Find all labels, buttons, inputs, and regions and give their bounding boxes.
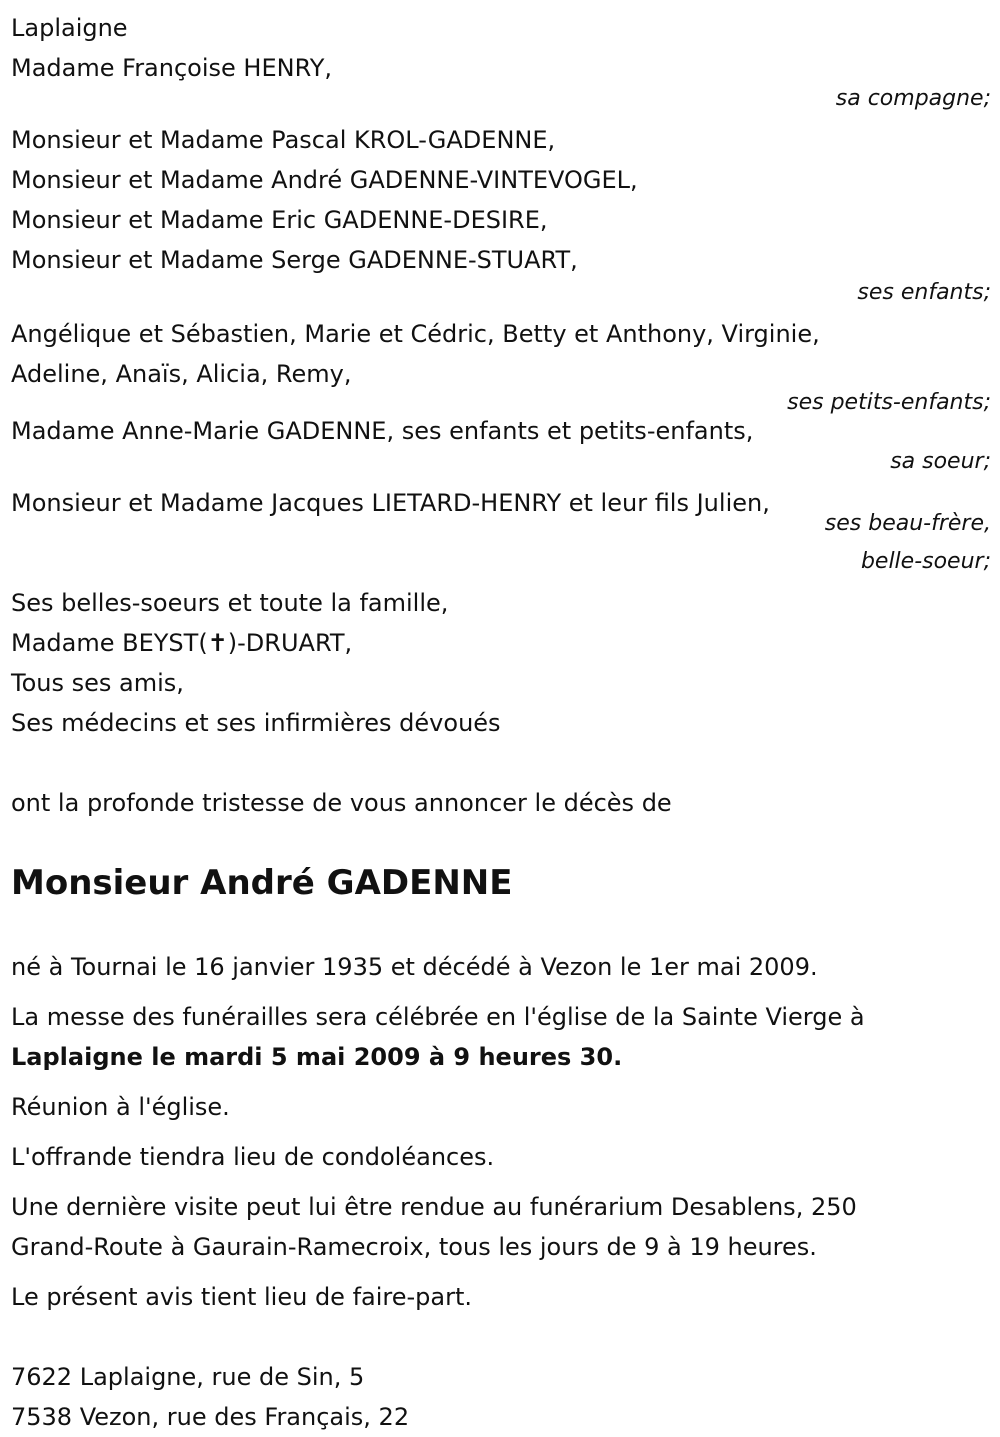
family-entry: Madame BEYST(✝)-DRUART, [11,629,353,657]
children-role: ses enfants; [857,280,991,305]
address-line: 7622 Laplaigne, rue de Sin, 5 [11,1363,365,1391]
in-laws-role: ses beau-frère, [824,511,991,536]
in-laws-role-cont: belle-soeur; [860,549,991,574]
companion-name: Madame Françoise HENRY, [11,54,333,82]
child-entry: Monsieur et Madame Pascal KROL-GADENNE, [11,126,556,154]
birth-death-line: né à Tournai le 16 janvier 1935 et décédé à Vezon le 1er mai 2009. [11,953,818,981]
meeting-info: Réunion à l'église. [11,1093,230,1121]
announcement-intro: ont la profonde tristesse de vous annoncer le décès de [11,789,672,817]
child-entry: Monsieur et Madame Serge GADENNE-STUART, [11,246,578,274]
deceased-name: Monsieur André GADENNE [11,863,513,903]
grandchildren-line: Adeline, Anaïs, Alicia, Remy, [11,360,352,388]
companion-role: sa compagne; [835,86,991,111]
grandchildren-role: ses petits-enfants; [787,390,991,415]
notice-info: Le présent avis tient lieu de faire-part. [11,1283,473,1311]
family-entry: Ses belles-soeurs et toute la famille, [11,589,449,617]
family-entry: Tous ses amis, [11,669,184,697]
sister-role: sa soeur; [890,449,991,474]
mass-date-time: Laplaigne le mardi 5 mai 2009 à 9 heures 30. [11,1043,623,1071]
grandchildren-line: Angélique et Sébastien, Marie et Cédric, Betty et Anthony, Virginie, [11,320,820,348]
offering-info: L'offrande tiendra lieu de condoléances. [11,1143,495,1171]
child-entry: Monsieur et Madame André GADENNE-VINTEVOGEL, [11,166,638,194]
visit-line-1: Une dernière visite peut lui être rendue au funérarium Desablens, 250 [11,1193,857,1221]
mass-intro: La messe des funérailles sera célébrée en l'église de la Sainte Vierge à [11,1003,865,1031]
visit-line-2: Grand-Route à Gaurain-Ramecroix, tous les jours de 9 à 19 heures. [11,1233,817,1261]
child-entry: Monsieur et Madame Eric GADENNE-DESIRE, [11,206,548,234]
place-heading: Laplaigne [11,14,128,42]
address-line: 7538 Vezon, rue des Français, 22 [11,1403,410,1431]
obituary-notice [11,8,991,1437]
sister-entry: Madame Anne-Marie GADENNE, ses enfants et petits-enfants, [11,417,754,445]
family-entry: Ses médecins et ses infirmières dévoués [11,709,501,737]
visit-info [11,1187,991,1267]
in-laws-entry: Monsieur et Madame Jacques LIETARD-HENRY et leur fils Julien, [11,489,770,517]
funeral-mass-info [11,997,991,1077]
